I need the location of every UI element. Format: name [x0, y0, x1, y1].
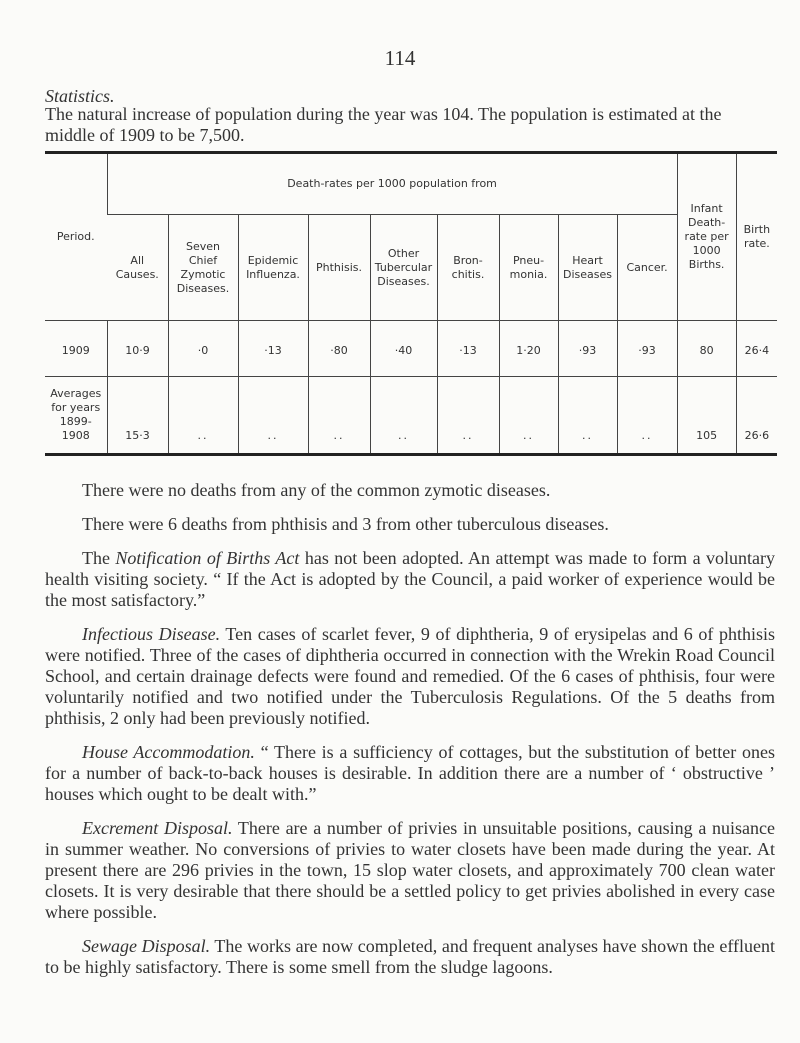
table-cell: 1·20	[499, 321, 558, 377]
col-header: Other Tubercular Diseases.	[370, 215, 437, 321]
infectious-disease-body: Ten cases of scarlet fever, 9 of diphtheria, 9 of erysipelas and 6 of phthisis were notified. Three of the cases of diphtheria occurred in connection with the Wrekin Road Council School, and certain drainage defects were found and remedied. Of the 6 cases of phthisis, four were voluntarily notified and two notified under the Tuberculosis Regulations. Of the 5 deaths from phthisis, 2 only had been previously notified.	[45, 624, 775, 728]
col-header: Bron-chitis.	[437, 215, 499, 321]
house-accommodation-body: “ There is a sufficiency of cottages, but the substitution of better ones for a number of back-to-back houses is desirable. In addition there are a number of ‘ obstructive ’ houses which ought to be dealt with.”	[45, 742, 775, 804]
death-rate-table	[45, 151, 777, 456]
death-rate-table-container	[45, 151, 777, 456]
table-cell: ·80	[308, 321, 370, 377]
table-row	[45, 321, 777, 377]
table-cell: ·13	[437, 321, 499, 377]
infant-death-rate-header: Infant Death-rate per 1000 Births.	[677, 153, 736, 321]
section-heading: Statistics.	[45, 86, 115, 106]
table-cell: ·93	[617, 321, 677, 377]
paragraph-phthisis-deaths: There were 6 deaths from phthisis and 3 from other tuberculous diseases.	[82, 514, 609, 534]
sewage-disposal-title: Sewage Disposal.	[82, 936, 211, 956]
page-number: 114	[384, 46, 416, 70]
col-header: Epidemic Influenza.	[238, 215, 308, 321]
table-cell: ·0	[168, 321, 238, 377]
table-cell: ·40	[370, 321, 437, 377]
paragraph-notification-of-births	[45, 548, 775, 611]
paragraph-sewage-disposal	[45, 936, 775, 978]
table-cell: ..	[238, 377, 308, 455]
col-header: Cancer.	[617, 215, 677, 321]
p3-pre: The	[82, 548, 116, 568]
group-header: Death-rates per 1000 population from	[107, 153, 677, 215]
table-cell: ..	[558, 377, 617, 455]
table-cell-birth: 26·4	[736, 321, 777, 377]
excrement-disposal-title: Excrement Disposal.	[82, 818, 233, 838]
table-cell: 15·3	[107, 377, 168, 455]
table-cell-infant: 105	[677, 377, 736, 455]
col-header: Seven Chief Zymotic Diseases.	[168, 215, 238, 321]
col-header: All Causes.	[107, 215, 168, 321]
paragraph-house-accommodation	[45, 742, 775, 805]
house-accommodation-title: House Accommodation.	[82, 742, 255, 762]
infectious-disease-title: Infectious Disease.	[82, 624, 221, 644]
table-cell: ..	[437, 377, 499, 455]
table-cell: 10·9	[107, 321, 168, 377]
table-cell: ·13	[238, 321, 308, 377]
p3-post: has not been adopted. An attempt was made to form a voluntary health visiting society. “ If the Act is adopted by the Council, a paid worker of experience would be the most satisfactory.”	[45, 548, 775, 610]
row-period: Averages for years 1899-1908	[45, 377, 107, 455]
paragraph-excrement-disposal	[45, 818, 775, 923]
table-cell: ..	[308, 377, 370, 455]
table-row	[45, 377, 777, 455]
act-title: Notification of Births Act	[115, 548, 300, 568]
table-cell: ..	[370, 377, 437, 455]
table-cell: ..	[168, 377, 238, 455]
excrement-disposal-body: There are a number of privies in unsuitable positions, causing a nuisance in summer weather. No conversions of privies to water closets have been made during the year. At present there are 296 privies in the town, 15 slop water closets, and approximately 700 clean water closets. It is very desirable that there should be a settled policy to get privies abolished in every case where possible.	[45, 818, 775, 922]
table-cell: ·93	[558, 321, 617, 377]
paragraph-infectious-disease	[45, 624, 775, 729]
table-cell: ..	[499, 377, 558, 455]
period-header: Period.	[56, 230, 95, 243]
paragraph-zymotic: There were no deaths from any of the common zymotic diseases.	[82, 480, 551, 500]
table-cell-birth: 26·6	[736, 377, 777, 455]
row-period: 1909	[45, 321, 107, 377]
col-header: Pneu-monia.	[499, 215, 558, 321]
table-cell: ..	[617, 377, 677, 455]
body-text	[45, 480, 775, 991]
birth-rate-header: Birth rate.	[736, 153, 777, 321]
sewage-disposal-body: The works are now completed, and frequent analyses have shown the effluent to be highly satisfactory. There is some smell from the sludge lagoons.	[45, 936, 776, 977]
intro-paragraph: The natural increase of population during the year was 104. The population is estimated at the middle of 1909 to be 7,500.	[45, 104, 722, 145]
col-header: Heart Diseases	[558, 215, 617, 321]
table-cell-infant: 80	[677, 321, 736, 377]
col-header: Phthisis.	[308, 215, 370, 321]
